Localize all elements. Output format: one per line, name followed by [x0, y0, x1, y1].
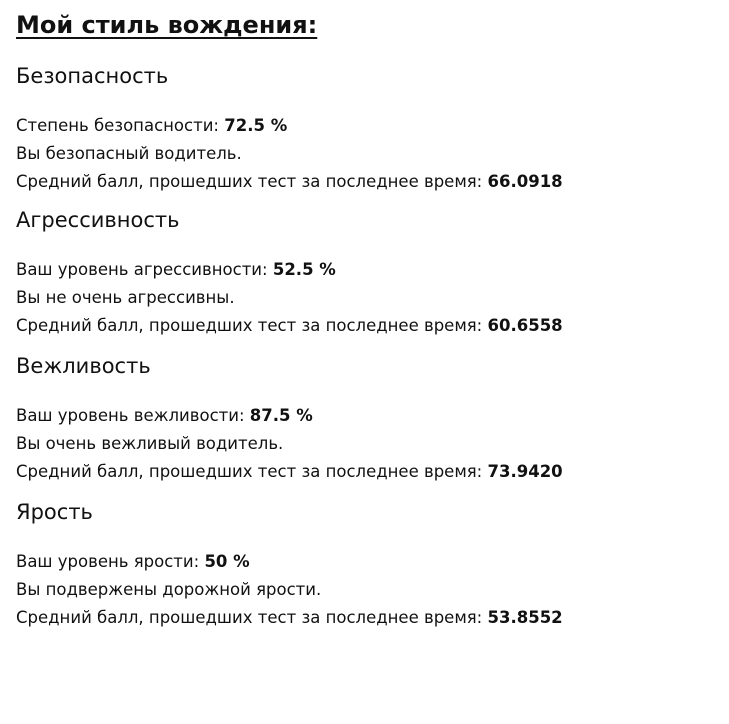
level-line [16, 256, 729, 284]
average-label: Средний балл, прошедших тест за последнее время: [16, 172, 488, 191]
level-value: 50 % [204, 552, 250, 571]
section-lines [16, 402, 729, 486]
section-aggressiveness [16, 206, 729, 340]
section-politeness [16, 352, 729, 486]
level-line [16, 112, 729, 140]
verdict-line: Вы не очень агрессивны. [16, 288, 235, 307]
average-line [16, 312, 729, 340]
page-title: Мой стиль вождения: [16, 11, 318, 39]
average-value: 60.6558 [487, 316, 563, 335]
level-label: Ваш уровень агрессивности: [16, 260, 273, 279]
level-value: 72.5 % [224, 116, 288, 135]
verdict-line: Вы безопасный водитель. [16, 144, 242, 163]
level-label: Ваш уровень вежливости: [16, 406, 250, 425]
level-label: Степень безопасности: [16, 116, 225, 135]
verdict-line: Вы очень вежливый водитель. [16, 434, 284, 453]
average-line [16, 458, 729, 486]
section-heading: Безопасность [16, 64, 169, 88]
average-value: 66.0918 [487, 172, 563, 191]
section-heading: Ярость [16, 500, 93, 524]
level-line [16, 402, 729, 430]
section-heading: Вежливость [16, 354, 151, 378]
average-line [16, 168, 729, 196]
section-heading: Агрессивность [16, 208, 180, 232]
average-label: Средний балл, прошедших тест за последнее время: [16, 316, 488, 335]
level-line [16, 548, 729, 576]
average-label: Средний балл, прошедших тест за последнее время: [16, 462, 488, 481]
average-label: Средний балл, прошедших тест за последнее время: [16, 608, 488, 627]
level-label: Ваш уровень ярости: [16, 552, 205, 571]
average-line [16, 604, 729, 632]
section-safety [16, 62, 729, 196]
level-value: 52.5 % [272, 260, 336, 279]
level-value: 87.5 % [249, 406, 313, 425]
section-lines [16, 112, 729, 196]
section-lines [16, 548, 729, 632]
verdict-line: Вы подвержены дорожной ярости. [16, 580, 322, 599]
section-lines [16, 256, 729, 340]
average-value: 73.9420 [487, 462, 563, 481]
average-value: 53.8552 [487, 608, 563, 627]
section-rage [16, 498, 729, 632]
